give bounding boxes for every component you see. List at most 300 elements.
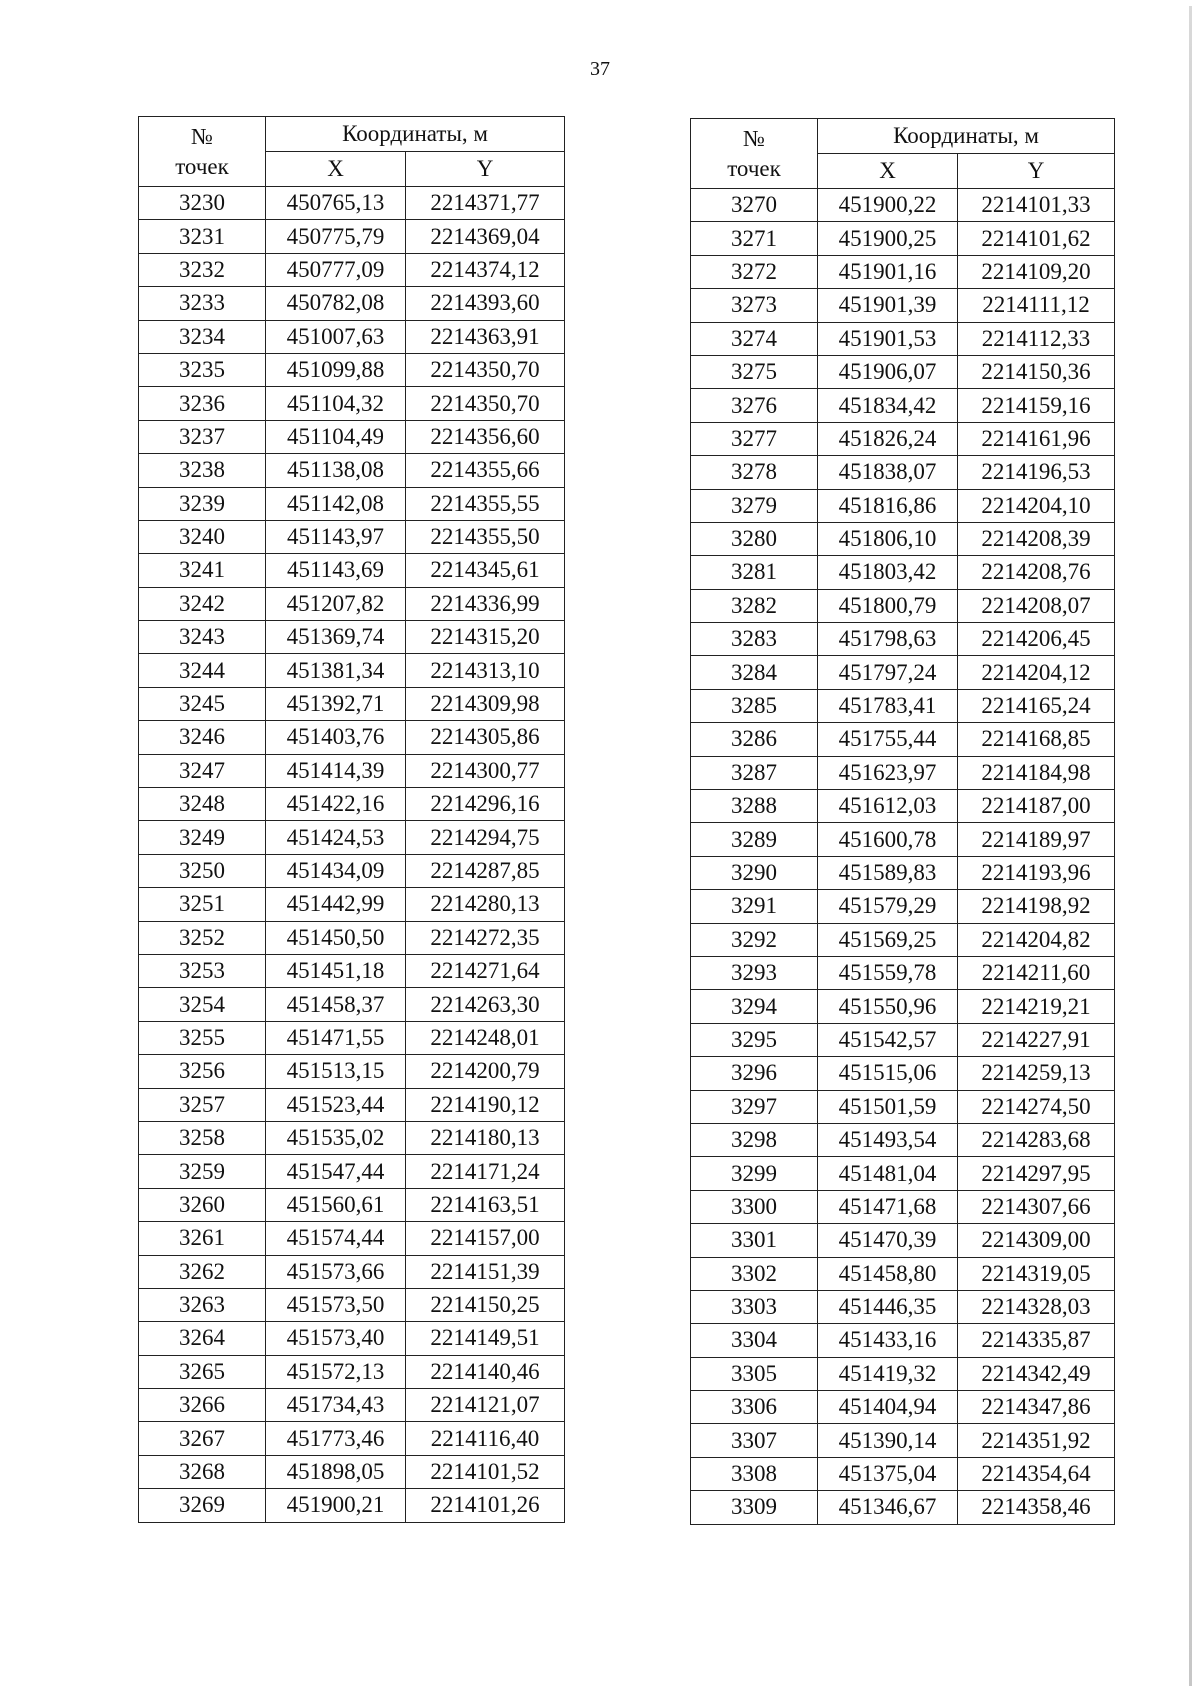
y-coordinate-cell: 2214227,91 [958,1023,1115,1056]
x-coordinate-cell: 451419,32 [818,1357,958,1390]
x-coordinate-cell: 451574,44 [266,1222,406,1255]
x-coordinate-cell: 451579,29 [818,890,958,923]
x-coordinate-cell: 451834,42 [818,389,958,422]
table-row [691,1391,1115,1424]
x-coordinate-cell: 451446,35 [818,1290,958,1323]
table-row [691,456,1115,489]
y-coordinate-cell: 2214271,64 [406,954,565,987]
table-row [139,1055,565,1088]
table-row [139,554,565,587]
y-coordinate-cell: 2214274,50 [958,1090,1115,1123]
number-sign-label: № [743,125,765,151]
x-coordinate-cell: 451572,13 [266,1355,406,1388]
table-row [139,721,565,754]
point-number-cell: 3288 [691,790,818,823]
x-coordinate-cell: 451898,05 [266,1455,406,1488]
x-coordinate-cell: 451755,44 [818,723,958,756]
table-row [139,888,565,921]
x-coordinate-cell: 451560,61 [266,1188,406,1221]
x-coordinate-cell: 451369,74 [266,621,406,654]
x-coordinate-cell: 451773,46 [266,1422,406,1455]
table-row [691,1357,1115,1390]
point-number-header [691,119,818,189]
x-coordinate-cell: 451838,07 [818,456,958,489]
table-row [691,756,1115,789]
x-coordinate-cell: 451143,69 [266,554,406,587]
point-number-cell: 3306 [691,1391,818,1424]
x-coordinate-cell: 451450,50 [266,921,406,954]
point-number-cell: 3249 [139,821,266,854]
table-row [139,420,565,453]
y-coordinate-cell: 2214187,00 [958,790,1115,823]
y-coordinate-cell: 2214101,26 [406,1489,565,1522]
x-coordinate-cell: 451816,86 [818,489,958,522]
table-row [691,856,1115,889]
x-coordinate-cell: 451901,16 [818,255,958,288]
y-coordinate-cell: 2214350,70 [406,353,565,386]
point-number-cell: 3271 [691,222,818,255]
y-header: Y [958,154,1115,189]
y-coordinate-cell: 2214336,99 [406,587,565,620]
table-row [139,187,565,220]
y-coordinate-cell: 2214208,39 [958,522,1115,555]
y-coordinate-cell: 2214211,60 [958,956,1115,989]
x-coordinate-cell: 451424,53 [266,821,406,854]
y-coordinate-cell: 2214345,61 [406,554,565,587]
point-number-cell: 3285 [691,689,818,722]
point-number-cell: 3264 [139,1322,266,1355]
point-number-cell: 3266 [139,1389,266,1422]
point-number-cell: 3303 [691,1290,818,1323]
point-number-cell: 3259 [139,1155,266,1188]
x-coordinate-cell: 451547,44 [266,1155,406,1188]
y-coordinate-cell: 2214305,86 [406,721,565,754]
y-coordinate-cell: 2214149,51 [406,1322,565,1355]
point-number-cell: 3283 [691,623,818,656]
table-row [691,1023,1115,1056]
x-coordinate-cell: 451433,16 [818,1324,958,1357]
y-coordinate-cell: 2214204,82 [958,923,1115,956]
y-coordinate-cell: 2214190,12 [406,1088,565,1121]
point-number-cell: 3244 [139,654,266,687]
table-row [139,1455,565,1488]
x-coordinate-cell: 451007,63 [266,320,406,353]
x-coordinate-cell: 450782,08 [266,287,406,320]
point-number-cell: 3302 [691,1257,818,1290]
table-row [139,687,565,720]
x-coordinate-cell: 451569,25 [818,923,958,956]
table-row [139,454,565,487]
y-coordinate-cell: 2214313,10 [406,654,565,687]
x-coordinate-cell: 451501,59 [818,1090,958,1123]
point-number-cell: 3293 [691,956,818,989]
table-row [691,322,1115,355]
point-number-cell: 3247 [139,754,266,787]
y-coordinate-cell: 2214294,75 [406,821,565,854]
point-number-cell: 3308 [691,1457,818,1490]
table-row [691,422,1115,455]
x-coordinate-cell: 451783,41 [818,689,958,722]
point-number-cell: 3280 [691,522,818,555]
y-coordinate-cell: 2214151,39 [406,1255,565,1288]
y-coordinate-cell: 2214259,13 [958,1057,1115,1090]
table-row [691,656,1115,689]
x-coordinate-cell: 451346,67 [818,1491,958,1524]
point-number-cell: 3243 [139,621,266,654]
y-coordinate-cell: 2214296,16 [406,788,565,821]
table-row [691,1257,1115,1290]
point-number-cell: 3300 [691,1190,818,1223]
point-number-cell: 3272 [691,255,818,288]
x-coordinate-cell: 451559,78 [818,956,958,989]
point-number-cell: 3246 [139,721,266,754]
number-sign-label: № [191,123,213,149]
y-coordinate-cell: 2214196,53 [958,456,1115,489]
x-coordinate-cell: 451104,32 [266,387,406,420]
x-coordinate-cell: 451404,94 [818,1391,958,1424]
x-coordinate-cell: 451414,39 [266,754,406,787]
y-coordinate-cell: 2214193,96 [958,856,1115,889]
point-number-cell: 3237 [139,420,266,453]
y-coordinate-cell: 2214350,70 [406,387,565,420]
table-row [691,355,1115,388]
x-coordinate-cell: 451798,63 [818,623,958,656]
y-coordinate-cell: 2214206,45 [958,623,1115,656]
point-number-cell: 3281 [691,556,818,589]
y-coordinate-cell: 2214307,66 [958,1190,1115,1223]
point-number-cell: 3282 [691,589,818,622]
x-coordinate-cell: 451900,21 [266,1489,406,1522]
y-coordinate-cell: 2214355,50 [406,520,565,553]
point-number-cell: 3292 [691,923,818,956]
y-coordinate-cell: 2214355,66 [406,454,565,487]
points-label: точек [175,153,229,179]
x-coordinate-cell: 451900,22 [818,189,958,222]
table-row [691,956,1115,989]
point-number-cell: 3242 [139,587,266,620]
table-row [139,1255,565,1288]
y-coordinate-cell: 2214116,40 [406,1422,565,1455]
x-coordinate-cell: 451471,55 [266,1021,406,1054]
coordinates-table-left [138,116,565,1523]
x-coordinate-cell: 451535,02 [266,1121,406,1154]
x-coordinate-cell: 451550,96 [818,990,958,1023]
point-number-cell: 3290 [691,856,818,889]
x-coordinate-cell: 451600,78 [818,823,958,856]
x-coordinate-cell: 451375,04 [818,1457,958,1490]
table-row [691,222,1115,255]
point-number-cell: 3234 [139,320,266,353]
x-coordinate-cell: 451471,68 [818,1190,958,1223]
point-number-cell: 3239 [139,487,266,520]
x-coordinate-cell: 451803,42 [818,556,958,589]
y-coordinate-cell: 2214112,33 [958,322,1115,355]
y-coordinate-cell: 2214184,98 [958,756,1115,789]
table-row [139,788,565,821]
point-number-cell: 3286 [691,723,818,756]
table-row [691,489,1115,522]
y-coordinate-cell: 2214189,97 [958,823,1115,856]
coordinates-header: Координаты, м [818,119,1115,154]
point-number-cell: 3253 [139,954,266,987]
table-row [139,954,565,987]
point-number-cell: 3278 [691,456,818,489]
point-number-cell: 3255 [139,1021,266,1054]
table-row [139,1355,565,1388]
point-number-cell: 3251 [139,888,266,921]
y-coordinate-cell: 2214150,25 [406,1288,565,1321]
y-coordinate-cell: 2214283,68 [958,1123,1115,1156]
x-coordinate-cell: 451392,71 [266,687,406,720]
table-row [139,1155,565,1188]
y-coordinate-cell: 2214101,52 [406,1455,565,1488]
point-number-cell: 3265 [139,1355,266,1388]
table-row [139,1188,565,1221]
y-header: Y [406,152,565,187]
table-row [139,587,565,620]
point-number-cell: 3254 [139,988,266,1021]
table-row [139,621,565,654]
table-row [139,854,565,887]
table-row [139,988,565,1021]
x-coordinate-cell: 451523,44 [266,1088,406,1121]
coordinates-table-right [690,118,1115,1525]
table-row [691,990,1115,1023]
y-coordinate-cell: 2214328,03 [958,1290,1115,1323]
x-coordinate-cell: 451099,88 [266,353,406,386]
point-number-cell: 3295 [691,1023,818,1056]
y-coordinate-cell: 2214355,55 [406,487,565,520]
y-coordinate-cell: 2214101,62 [958,222,1115,255]
y-coordinate-cell: 2214180,13 [406,1121,565,1154]
table-body-right [691,189,1115,1525]
point-number-cell: 3236 [139,387,266,420]
x-coordinate-cell: 451797,24 [818,656,958,689]
y-coordinate-cell: 2214369,04 [406,220,565,253]
y-coordinate-cell: 2214157,00 [406,1222,565,1255]
table-row [691,1457,1115,1490]
table-row [691,823,1115,856]
point-number-cell: 3241 [139,554,266,587]
table-row [139,253,565,286]
table-row [139,1088,565,1121]
x-coordinate-cell: 451826,24 [818,422,958,455]
point-number-cell: 3275 [691,355,818,388]
table-row [139,1288,565,1321]
coordinates-header: Координаты, м [266,117,565,152]
point-number-cell: 3291 [691,890,818,923]
point-number-cell: 3230 [139,187,266,220]
x-coordinate-cell: 451901,39 [818,289,958,322]
point-number-cell: 3256 [139,1055,266,1088]
table-row [139,1489,565,1522]
x-coordinate-cell: 451207,82 [266,587,406,620]
x-coordinate-cell: 451381,34 [266,654,406,687]
table-row [691,389,1115,422]
y-coordinate-cell: 2214315,20 [406,621,565,654]
point-number-cell: 3301 [691,1224,818,1257]
point-number-cell: 3240 [139,520,266,553]
point-number-cell: 3258 [139,1121,266,1154]
y-coordinate-cell: 2214309,00 [958,1224,1115,1257]
x-coordinate-cell: 450777,09 [266,253,406,286]
table-row [139,487,565,520]
table-body-left [139,187,565,1523]
x-coordinate-cell: 451442,99 [266,888,406,921]
point-number-cell: 3257 [139,1088,266,1121]
y-coordinate-cell: 2214150,36 [958,355,1115,388]
table-row [139,1021,565,1054]
table-row [691,1157,1115,1190]
y-coordinate-cell: 2214200,79 [406,1055,565,1088]
y-coordinate-cell: 2214297,95 [958,1157,1115,1190]
point-number-cell: 3252 [139,921,266,954]
point-number-cell: 3245 [139,687,266,720]
y-coordinate-cell: 2214374,12 [406,253,565,286]
x-coordinate-cell: 451470,39 [818,1224,958,1257]
point-number-cell: 3261 [139,1222,266,1255]
point-number-cell: 3296 [691,1057,818,1090]
y-coordinate-cell: 2214204,12 [958,656,1115,689]
point-number-cell: 3309 [691,1491,818,1524]
x-coordinate-cell: 451515,06 [818,1057,958,1090]
table-row [139,1121,565,1154]
x-coordinate-cell: 451403,76 [266,721,406,754]
points-label: точек [727,155,781,181]
x-coordinate-cell: 451573,50 [266,1288,406,1321]
y-coordinate-cell: 2214165,24 [958,689,1115,722]
point-number-cell: 3276 [691,389,818,422]
table-row [691,623,1115,656]
y-coordinate-cell: 2214335,87 [958,1324,1115,1357]
table-row [139,654,565,687]
x-coordinate-cell: 451422,16 [266,788,406,821]
x-coordinate-cell: 451901,53 [818,322,958,355]
x-coordinate-cell: 451458,37 [266,988,406,1021]
table-row [139,387,565,420]
point-number-cell: 3279 [691,489,818,522]
table-row [691,1424,1115,1457]
x-coordinate-cell: 451612,03 [818,790,958,823]
table-row [691,189,1115,222]
table-row [139,1322,565,1355]
y-coordinate-cell: 2214356,60 [406,420,565,453]
point-number-cell: 3267 [139,1422,266,1455]
table-row [139,1389,565,1422]
table-row [691,790,1115,823]
table-row [691,1090,1115,1123]
y-coordinate-cell: 2214109,20 [958,255,1115,288]
y-coordinate-cell: 2214287,85 [406,854,565,887]
y-coordinate-cell: 2214208,76 [958,556,1115,589]
y-coordinate-cell: 2214347,86 [958,1391,1115,1424]
point-number-cell: 3233 [139,287,266,320]
point-number-cell: 3307 [691,1424,818,1457]
y-coordinate-cell: 2214248,01 [406,1021,565,1054]
y-coordinate-cell: 2214163,51 [406,1188,565,1221]
y-coordinate-cell: 2214371,77 [406,187,565,220]
table-row [139,520,565,553]
x-coordinate-cell: 450775,79 [266,220,406,253]
table-row [691,890,1115,923]
point-number-cell: 3262 [139,1255,266,1288]
table-row [139,1422,565,1455]
x-coordinate-cell: 451623,97 [818,756,958,789]
y-coordinate-cell: 2214358,46 [958,1491,1115,1524]
y-coordinate-cell: 2214363,91 [406,320,565,353]
x-coordinate-cell: 451104,49 [266,420,406,453]
table-row [691,923,1115,956]
point-number-cell: 3250 [139,854,266,887]
y-coordinate-cell: 2214171,24 [406,1155,565,1188]
x-coordinate-cell: 451481,04 [818,1157,958,1190]
x-coordinate-cell: 451143,97 [266,520,406,553]
y-coordinate-cell: 2214342,49 [958,1357,1115,1390]
y-coordinate-cell: 2214300,77 [406,754,565,787]
x-coordinate-cell: 451142,08 [266,487,406,520]
x-header: X [818,154,958,189]
table-row [691,556,1115,589]
table-row [139,220,565,253]
point-number-cell: 3304 [691,1324,818,1357]
y-coordinate-cell: 2214204,10 [958,489,1115,522]
table-row [691,522,1115,555]
point-number-cell: 3248 [139,788,266,821]
table-row [139,1222,565,1255]
x-coordinate-cell: 451458,80 [818,1257,958,1290]
point-number-cell: 3232 [139,253,266,286]
y-coordinate-cell: 2214198,92 [958,890,1115,923]
y-coordinate-cell: 2214168,85 [958,723,1115,756]
x-coordinate-cell: 451906,07 [818,355,958,388]
y-coordinate-cell: 2214272,35 [406,921,565,954]
point-number-cell: 3289 [691,823,818,856]
x-header: X [266,152,406,187]
y-coordinate-cell: 2214111,12 [958,289,1115,322]
table-row [691,1491,1115,1524]
x-coordinate-cell: 450765,13 [266,187,406,220]
y-coordinate-cell: 2214319,05 [958,1257,1115,1290]
table-row [691,723,1115,756]
table-row [691,1290,1115,1323]
x-coordinate-cell: 451573,66 [266,1255,406,1288]
table-row [691,1324,1115,1357]
x-coordinate-cell: 451589,83 [818,856,958,889]
table-row [691,589,1115,622]
table-row [139,353,565,386]
point-number-cell: 3263 [139,1288,266,1321]
table-row [691,1057,1115,1090]
x-coordinate-cell: 451806,10 [818,522,958,555]
point-number-cell: 3235 [139,353,266,386]
scan-edge [1189,6,1192,1686]
table-row [691,689,1115,722]
table-row [139,921,565,954]
y-coordinate-cell: 2214208,07 [958,589,1115,622]
point-number-cell: 3277 [691,422,818,455]
y-coordinate-cell: 2214354,64 [958,1457,1115,1490]
point-number-cell: 3299 [691,1157,818,1190]
point-number-header [139,117,266,187]
y-coordinate-cell: 2214280,13 [406,888,565,921]
table-row [691,289,1115,322]
y-coordinate-cell: 2214309,98 [406,687,565,720]
point-number-cell: 3294 [691,990,818,1023]
point-number-cell: 3260 [139,1188,266,1221]
table-row [691,255,1115,288]
x-coordinate-cell: 451434,09 [266,854,406,887]
y-coordinate-cell: 2214393,60 [406,287,565,320]
